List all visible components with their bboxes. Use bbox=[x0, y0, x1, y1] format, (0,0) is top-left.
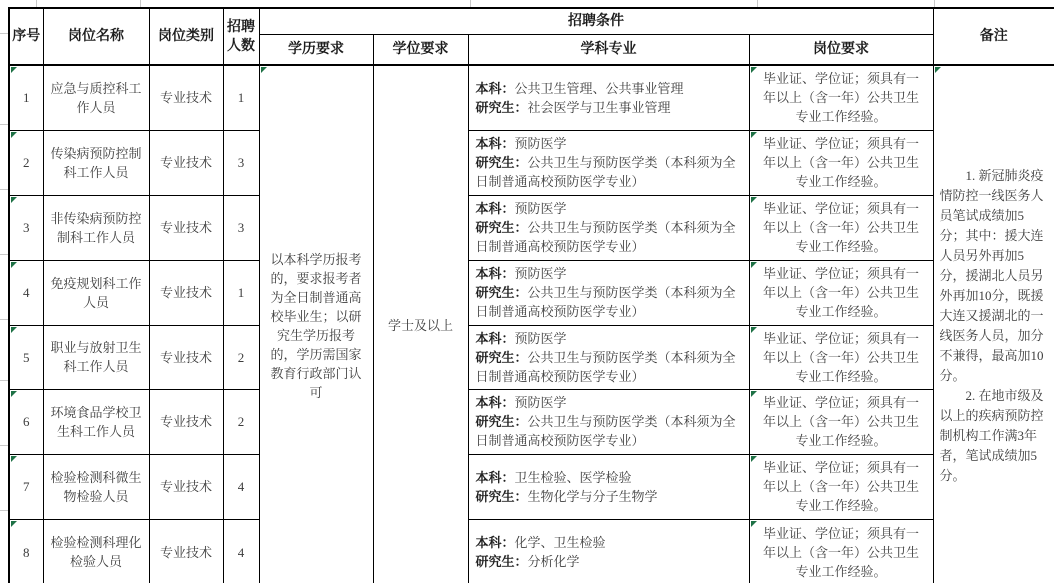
excel-flag-icon bbox=[751, 521, 757, 527]
seq-cell bbox=[9, 454, 43, 519]
major-ug-value: 卫生检验、医学检验 bbox=[514, 469, 632, 485]
requirement-cell bbox=[749, 519, 933, 583]
major-ug-line bbox=[476, 393, 742, 412]
seq-cell bbox=[9, 260, 43, 325]
major-pg-value: 公共卫生与预防医学类（本科须为全日制普通高校预防医学专业） bbox=[475, 285, 736, 319]
note-paragraph: 2. 在地市级及以上的疾病预防控制机构工作满3年者，笔试成绩加5分。 bbox=[939, 387, 1044, 483]
seq-value: 4 bbox=[23, 285, 30, 300]
major-pg-value: 社会医学与卫生事业管理 bbox=[527, 99, 671, 115]
requirement-cell bbox=[749, 454, 933, 519]
excel-flag-icon bbox=[751, 456, 757, 462]
pg-label: 研究生： bbox=[475, 285, 528, 300]
seq-value: 2 bbox=[23, 155, 30, 170]
gridline-tick bbox=[0, 319, 8, 320]
ug-label: 本科： bbox=[475, 80, 515, 96]
requirement-cell bbox=[749, 195, 933, 260]
major-cell bbox=[468, 519, 749, 583]
major-pg-line bbox=[476, 552, 742, 571]
recruitment-table bbox=[8, 7, 1054, 583]
excel-flag-icon bbox=[751, 197, 757, 203]
header-conditions: 招聘条件 bbox=[259, 8, 933, 35]
requirement-cell bbox=[749, 325, 933, 389]
major-pg-line bbox=[476, 218, 742, 256]
major-cell bbox=[468, 454, 749, 519]
header-position-name: 岗位名称 bbox=[43, 8, 149, 65]
table-row bbox=[9, 195, 1054, 260]
excel-flag-icon bbox=[751, 327, 757, 333]
major-ug-line bbox=[476, 329, 742, 348]
major-ug-value: 预防医学 bbox=[514, 330, 567, 346]
major-ug-line bbox=[476, 533, 742, 552]
excel-flag-icon bbox=[11, 391, 17, 397]
excel-flag-icon bbox=[11, 456, 17, 462]
major-pg-value: 公共卫生与预防医学类（本科须为全日制普通高校预防医学专业） bbox=[475, 155, 736, 189]
gridline-tick bbox=[0, 189, 8, 190]
major-ug-value: 化学、卫生检验 bbox=[514, 535, 606, 551]
major-pg-value: 公共卫生与预防医学类（本科须为全日制普通高校预防医学专业） bbox=[475, 220, 736, 254]
excel-flag-icon bbox=[11, 262, 17, 268]
category-cell: 专业技术 bbox=[149, 325, 223, 389]
header-seq: 序号 bbox=[9, 8, 43, 65]
requirement-cell bbox=[749, 389, 933, 454]
ug-label: 本科： bbox=[475, 136, 515, 151]
count-cell: 4 bbox=[223, 519, 259, 583]
position-name-cell: 职业与放射卫生科工作人员 bbox=[43, 325, 149, 389]
note-cell bbox=[933, 65, 1054, 583]
seq-value: 8 bbox=[23, 544, 30, 560]
pg-label: 研究生： bbox=[475, 488, 528, 504]
major-ug-value: 公共卫生管理、公共事业管理 bbox=[514, 80, 684, 96]
header-degree: 学位要求 bbox=[373, 35, 468, 65]
requirement-text: 毕业证、学位证；须具有一年以上（含一年）公共卫生专业工作经验。 bbox=[762, 525, 919, 579]
excel-flag-icon bbox=[751, 391, 757, 397]
major-ug-value: 预防医学 bbox=[514, 266, 567, 281]
table-row bbox=[9, 130, 1054, 195]
gridline-tick bbox=[0, 510, 8, 511]
requirement-text: 毕业证、学位证；须具有一年以上（含一年）公共卫生专业工作经验。 bbox=[762, 330, 919, 384]
major-ug-value: 预防医学 bbox=[514, 136, 567, 151]
header-category: 岗位类别 bbox=[149, 8, 223, 65]
position-name-cell: 传染病预防控制科工作人员 bbox=[43, 130, 149, 195]
ug-label: 本科： bbox=[475, 201, 515, 216]
requirement-text: 毕业证、学位证；须具有一年以上（含一年）公共卫生专业工作经验。 bbox=[762, 201, 919, 254]
edu-cell bbox=[259, 65, 373, 583]
pg-label: 研究生： bbox=[475, 414, 528, 429]
gridline-tick bbox=[470, 0, 471, 7]
count-cell: 1 bbox=[223, 260, 259, 325]
pg-label: 研究生： bbox=[475, 554, 528, 570]
gridline-tick bbox=[0, 445, 8, 446]
header-count: 招聘人数 bbox=[223, 8, 259, 65]
category-cell: 专业技术 bbox=[149, 130, 223, 195]
seq-value: 1 bbox=[23, 90, 30, 106]
ug-label: 本科： bbox=[475, 395, 515, 410]
table-row bbox=[9, 65, 1054, 130]
seq-cell bbox=[9, 195, 43, 260]
requirement-cell bbox=[749, 130, 933, 195]
pg-label: 研究生： bbox=[475, 220, 528, 235]
count-cell: 3 bbox=[223, 130, 259, 195]
major-pg-value: 生物化学与分子生物学 bbox=[527, 488, 658, 504]
major-pg-line bbox=[476, 153, 742, 191]
category-cell: 专业技术 bbox=[149, 65, 223, 130]
major-pg-line bbox=[476, 98, 742, 117]
major-pg-value: 公共卫生与预防医学类（本科须为全日制普通高校预防医学专业） bbox=[475, 414, 736, 448]
position-name-cell: 检验检测科理化检验人员 bbox=[43, 519, 149, 583]
seq-value: 6 bbox=[23, 414, 30, 429]
excel-flag-icon bbox=[11, 132, 17, 138]
excel-flag-icon bbox=[11, 327, 17, 333]
seq-cell bbox=[9, 519, 43, 583]
header-major: 学科专业 bbox=[468, 35, 749, 65]
major-ug-line bbox=[476, 199, 742, 218]
seq-cell bbox=[9, 130, 43, 195]
requirement-text: 毕业证、学位证；须具有一年以上（含一年）公共卫生专业工作经验。 bbox=[762, 395, 919, 448]
requirement-cell bbox=[749, 65, 933, 130]
major-pg-line bbox=[476, 412, 742, 450]
position-name-cell: 检验检测科微生物检验人员 bbox=[43, 454, 149, 519]
major-pg-line bbox=[476, 283, 742, 321]
excel-flag-icon bbox=[751, 67, 757, 73]
degree-cell: 学士及以上 bbox=[373, 65, 468, 583]
major-ug-value: 预防医学 bbox=[514, 201, 567, 216]
pg-label: 研究生： bbox=[475, 155, 528, 170]
header-edu: 学历要求 bbox=[259, 35, 373, 65]
count-cell: 4 bbox=[223, 454, 259, 519]
seq-cell bbox=[9, 389, 43, 454]
table-row bbox=[9, 519, 1054, 583]
major-pg-line bbox=[476, 348, 742, 386]
requirement-text: 毕业证、学位证；须具有一年以上（含一年）公共卫生专业工作经验。 bbox=[762, 266, 919, 319]
major-ug-value: 预防医学 bbox=[514, 395, 567, 410]
ug-label: 本科： bbox=[475, 330, 515, 346]
ug-label: 本科： bbox=[475, 469, 515, 485]
gridline-tick bbox=[36, 0, 37, 7]
table-row bbox=[9, 454, 1054, 519]
major-cell bbox=[468, 195, 749, 260]
count-cell: 2 bbox=[223, 325, 259, 389]
excel-flag-icon bbox=[261, 67, 267, 73]
major-cell bbox=[468, 130, 749, 195]
position-name-cell: 应急与质控科工作人员 bbox=[43, 65, 149, 130]
table-row bbox=[9, 389, 1054, 454]
gridline-tick bbox=[140, 0, 141, 7]
table-row bbox=[9, 325, 1054, 389]
excel-flag-icon bbox=[11, 197, 17, 203]
category-cell: 专业技术 bbox=[149, 260, 223, 325]
category-cell: 专业技术 bbox=[149, 519, 223, 583]
major-pg-line bbox=[476, 487, 742, 506]
excel-flag-icon bbox=[751, 132, 757, 138]
table-row bbox=[9, 260, 1054, 325]
seq-value: 3 bbox=[23, 220, 30, 235]
major-cell bbox=[468, 65, 749, 130]
gridline-tick bbox=[0, 33, 8, 34]
note-paragraph: 1. 新冠肺炎疫情防控一线医务人员笔试成绩加5分；其中：援大连人员另外再加5分，援湖北人员另外再加10分，既援大连又援湖北的一线医务人员，加分不兼得，最高加10分。 bbox=[939, 167, 1044, 383]
major-ug-line bbox=[476, 468, 742, 487]
pg-label: 研究生： bbox=[475, 349, 528, 365]
major-pg-value: 分析化学 bbox=[527, 554, 580, 570]
pg-label: 研究生： bbox=[475, 99, 528, 115]
position-name-cell: 环境食品学校卫生科工作人员 bbox=[43, 389, 149, 454]
count-cell: 1 bbox=[223, 65, 259, 130]
edu-text: 以本科学历报考的，要求报考者为全日制普通高校毕业生；以研究生学历报考的，学历需国家教育行政部门认可 bbox=[270, 251, 362, 400]
gridline-tick bbox=[0, 124, 8, 125]
requirement-text: 毕业证、学位证；须具有一年以上（含一年）公共卫生专业工作经验。 bbox=[762, 136, 919, 189]
seq-value: 5 bbox=[23, 349, 30, 365]
header-note: 备注 bbox=[933, 8, 1054, 65]
major-cell bbox=[468, 389, 749, 454]
major-cell bbox=[468, 260, 749, 325]
major-cell bbox=[468, 325, 749, 389]
seq-cell bbox=[9, 325, 43, 389]
requirement-cell bbox=[749, 260, 933, 325]
count-cell: 3 bbox=[223, 195, 259, 260]
major-ug-line bbox=[476, 79, 742, 98]
category-cell: 专业技术 bbox=[149, 195, 223, 260]
requirement-text: 毕业证、学位证；须具有一年以上（含一年）公共卫生专业工作经验。 bbox=[762, 71, 919, 125]
major-pg-value: 公共卫生与预防医学类（本科须为全日制普通高校预防医学专业） bbox=[475, 349, 736, 384]
requirement-text: 毕业证、学位证；须具有一年以上（含一年）公共卫生专业工作经验。 bbox=[762, 460, 919, 513]
ug-label: 本科： bbox=[475, 266, 515, 281]
seq-value: 7 bbox=[23, 479, 30, 494]
excel-flag-icon bbox=[935, 67, 941, 73]
count-cell: 2 bbox=[223, 389, 259, 454]
gridline-tick bbox=[934, 0, 935, 7]
category-cell: 专业技术 bbox=[149, 454, 223, 519]
major-ug-line bbox=[476, 264, 742, 283]
excel-flag-icon bbox=[11, 521, 17, 527]
header-requirement: 岗位要求 bbox=[749, 35, 933, 65]
position-name-cell: 免疫规划科工作人员 bbox=[43, 260, 149, 325]
gridline-tick bbox=[0, 380, 8, 381]
gridline-tick bbox=[0, 254, 8, 255]
major-ug-line bbox=[476, 134, 742, 153]
category-cell: 专业技术 bbox=[149, 389, 223, 454]
position-name-cell: 非传染病预防控制科工作人员 bbox=[43, 195, 149, 260]
ug-label: 本科： bbox=[475, 535, 515, 551]
gridline-tick bbox=[757, 0, 758, 7]
excel-flag-icon bbox=[11, 67, 17, 73]
seq-cell bbox=[9, 65, 43, 130]
excel-flag-icon bbox=[751, 262, 757, 268]
